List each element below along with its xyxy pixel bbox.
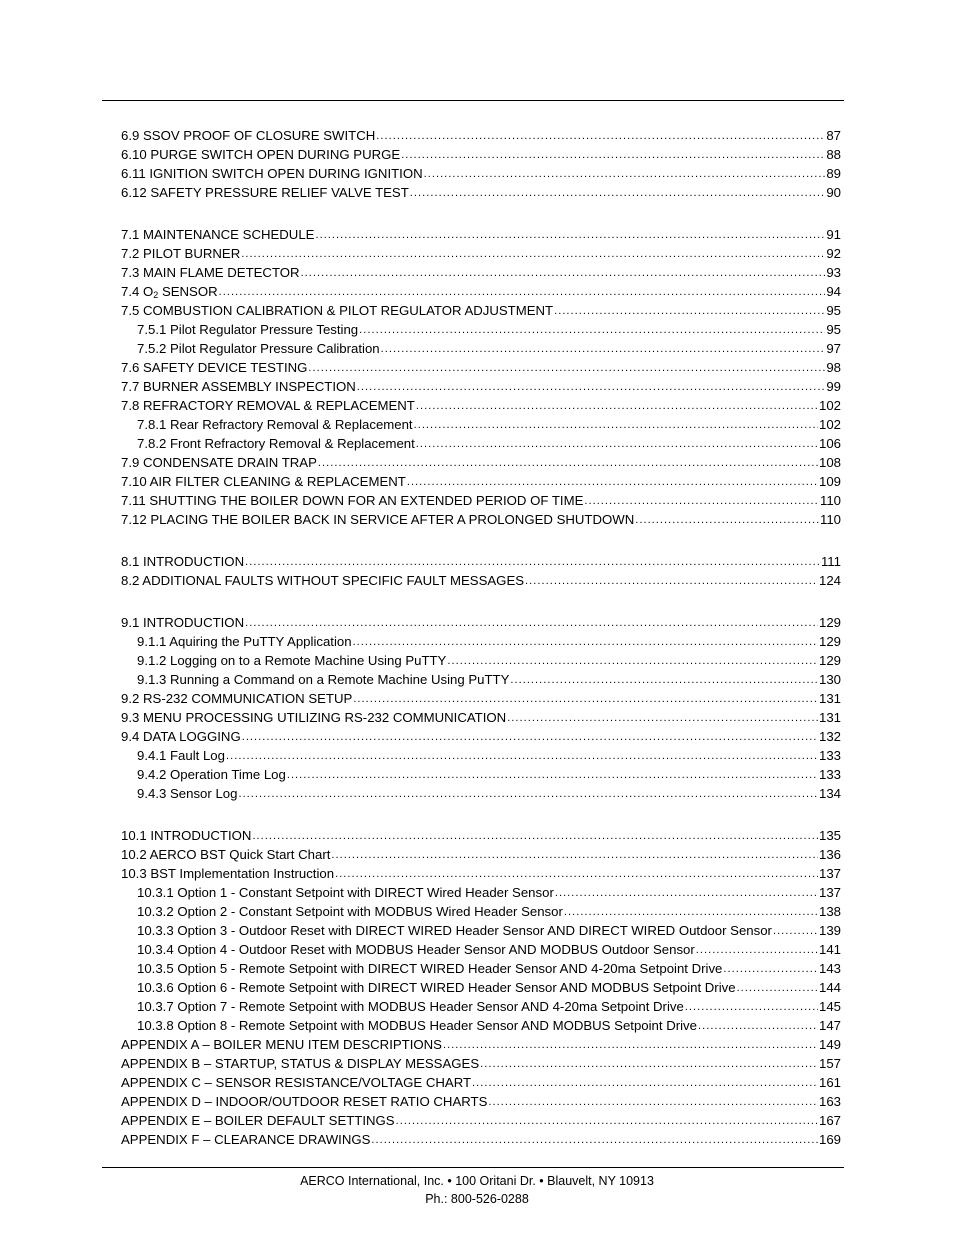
- toc-entry[interactable]: [121, 183, 841, 202]
- toc-subentry[interactable]: [121, 997, 841, 1016]
- dot-leader: [359, 322, 825, 339]
- toc-entry[interactable]: [121, 145, 841, 164]
- toc-page-number: 131: [818, 710, 841, 725]
- toc-subentry[interactable]: [121, 434, 841, 453]
- toc-subentry[interactable]: [121, 784, 841, 803]
- toc-entry-label: 6.9 SSOV PROOF OF CLOSURE SWITCH: [121, 128, 376, 143]
- toc-page-number: 95: [826, 303, 841, 318]
- toc-entry-label: 9.3 MENU PROCESSING UTILIZING RS-232 COMMUNICATION: [121, 710, 507, 725]
- toc-entry[interactable]: [121, 377, 841, 396]
- dot-leader: [331, 847, 818, 864]
- dot-leader: [396, 1113, 818, 1130]
- toc-entry[interactable]: [121, 263, 841, 282]
- toc-entry-label: 7.11 SHUTTING THE BOILER DOWN FOR AN EXTENDED PERIOD OF TIME: [121, 493, 584, 508]
- toc-page-number: 129: [818, 653, 841, 668]
- toc-entry[interactable]: [121, 1054, 841, 1073]
- toc-entry-label: 8.2 ADDITIONAL FAULTS WITHOUT SPECIFIC FAULT MESSAGES: [121, 573, 525, 588]
- toc-page-number: 147: [818, 1018, 841, 1033]
- toc-entry-label: 7.1 MAINTENANCE SCHEDULE: [121, 227, 315, 242]
- toc-entry-label: 7.4 $O_2$ SENSOR: [121, 284, 218, 300]
- dot-leader: [245, 554, 820, 571]
- toc-entry-label: 6.11 IGNITION SWITCH OPEN DURING IGNITION: [121, 166, 423, 181]
- dot-leader: [315, 227, 825, 244]
- toc-page-number: 141: [818, 942, 841, 957]
- toc-page-number: 136: [818, 847, 841, 862]
- toc-entry-label: 7.5 COMBUSTION CALIBRATION & PILOT REGULATOR ADJUSTMENT: [121, 303, 554, 318]
- toc-entry-label: 9.1.1 Aquiring the PuTTY Application: [137, 634, 352, 649]
- toc-entry[interactable]: [121, 164, 841, 183]
- toc-page-number: 129: [818, 615, 841, 630]
- toc-entry-label: 10.3.2 Option 2 - Constant Setpoint with MODBUS Wired Header Sensor: [137, 904, 563, 919]
- toc-page-number: 91: [826, 227, 841, 242]
- dot-leader: [564, 904, 818, 921]
- toc-page-number: 87: [826, 128, 841, 143]
- toc-subentry[interactable]: [121, 339, 841, 358]
- toc-entry-label: 10.3.4 Option 4 - Outdoor Reset with MODBUS Header Sensor AND MODBUS Outdoor Sensor: [137, 942, 695, 957]
- toc-entry-label: 7.5.1 Pilot Regulator Pressure Testing: [137, 322, 359, 337]
- toc-page-number: 90: [826, 185, 841, 200]
- toc-page-number: 139: [818, 923, 841, 938]
- toc-page-number: 108: [818, 455, 841, 470]
- dot-leader: [635, 512, 819, 529]
- dot-leader: [401, 147, 825, 164]
- toc-page-number: 145: [818, 999, 841, 1014]
- dot-leader: [584, 493, 819, 510]
- toc-subentry[interactable]: [121, 940, 841, 959]
- toc-page-number: 102: [818, 398, 841, 413]
- toc-entry-label: 10.1 INTRODUCTION: [121, 828, 252, 843]
- dot-leader: [414, 417, 818, 434]
- toc-entry-label: APPENDIX A – BOILER MENU ITEM DESCRIPTIONS: [121, 1037, 442, 1052]
- toc-page-number: 124: [818, 573, 841, 588]
- toc-entry-label: 7.8 REFRACTORY REMOVAL & REPLACEMENT: [121, 398, 415, 413]
- toc-page-number: 132: [818, 729, 841, 744]
- toc-page-number: 157: [818, 1056, 841, 1071]
- toc-page-number: 161: [818, 1075, 841, 1090]
- toc-subentry[interactable]: [121, 746, 841, 765]
- toc-page-number: 149: [818, 1037, 841, 1052]
- dot-leader: [723, 961, 818, 978]
- toc-entry[interactable]: [121, 708, 841, 727]
- dot-leader: [507, 710, 818, 727]
- toc-subentry[interactable]: [121, 632, 841, 651]
- footer-phone: Ph.: 800-526-0288: [425, 1192, 529, 1206]
- dot-leader: [357, 379, 826, 396]
- toc-entry-label: 10.2 AERCO BST Quick Start Chart: [121, 847, 331, 862]
- dot-leader: [698, 1018, 818, 1035]
- dot-leader: [416, 398, 818, 415]
- dot-leader: [555, 885, 818, 902]
- toc-subentry[interactable]: [121, 670, 841, 689]
- dot-leader: [371, 1132, 818, 1149]
- toc-group: [121, 613, 841, 803]
- toc-page-number: 95: [826, 322, 841, 337]
- toc-entry[interactable]: [121, 552, 841, 571]
- dot-leader: [488, 1094, 818, 1111]
- toc-entry-label: 9.1.2 Logging on to a Remote Machine Using PuTTY: [137, 653, 447, 668]
- dot-leader: [242, 729, 818, 746]
- toc-entry-label: 7.2 PILOT BURNER: [121, 246, 241, 261]
- toc-subentry[interactable]: [121, 415, 841, 434]
- toc-entry[interactable]: [121, 244, 841, 263]
- dot-leader: [353, 634, 818, 651]
- toc-entry[interactable]: [121, 472, 841, 491]
- toc-subentry[interactable]: [121, 978, 841, 997]
- toc-page-number: 97: [826, 341, 841, 356]
- toc-entry-label: 9.1.3 Running a Command on a Remote Machine Using PuTTY: [137, 672, 510, 687]
- toc-entry-label: 10.3 BST Implementation Instruction: [121, 866, 335, 881]
- toc-entry[interactable]: [121, 510, 841, 529]
- dot-leader: [245, 615, 818, 632]
- toc-page-number: 131: [818, 691, 841, 706]
- toc-entry[interactable]: [121, 358, 841, 377]
- toc-entry-label: 9.1 INTRODUCTION: [121, 615, 245, 630]
- dot-leader: [241, 246, 825, 263]
- dot-leader: [376, 128, 825, 145]
- dot-leader: [381, 341, 826, 358]
- toc-entry[interactable]: [121, 1092, 841, 1111]
- toc-page-number: 163: [818, 1094, 841, 1109]
- dot-leader: [335, 866, 818, 883]
- toc-entry-label: 7.5.2 Pilot Regulator Pressure Calibration: [137, 341, 380, 356]
- toc-entry-label: 10.3.6 Option 6 - Remote Setpoint with DIRECT WIRED Header Sensor AND MODBUS Setpoint Drive: [137, 980, 736, 995]
- toc-entry-label: 7.10 AIR FILTER CLEANING & REPLACEMENT: [121, 474, 406, 489]
- toc-group: [121, 826, 841, 1149]
- toc-page-number: 167: [818, 1113, 841, 1128]
- dot-leader: [219, 284, 826, 301]
- dot-leader: [238, 786, 818, 803]
- table-of-contents: [121, 126, 841, 1172]
- dot-leader: [480, 1056, 818, 1073]
- toc-entry-label: 9.4.2 Operation Time Log: [137, 767, 286, 782]
- dot-leader: [287, 767, 818, 784]
- toc-page-number: 88: [826, 147, 841, 162]
- toc-subentry[interactable]: [121, 883, 841, 902]
- toc-entry-label: 6.10 PURGE SWITCH OPEN DURING PURGE: [121, 147, 401, 162]
- dot-leader: [447, 653, 818, 670]
- toc-page-number: 135: [818, 828, 841, 843]
- dot-leader: [252, 828, 818, 845]
- toc-group: [121, 225, 841, 529]
- toc-entry-label: 6.12 SAFETY PRESSURE RELIEF VALVE TEST: [121, 185, 409, 200]
- toc-page-number: 99: [826, 379, 841, 394]
- toc-entry-label: 7.7 BURNER ASSEMBLY INSPECTION: [121, 379, 356, 394]
- dot-leader: [443, 1037, 818, 1054]
- toc-entry[interactable]: [121, 301, 841, 320]
- toc-entry[interactable]: [121, 845, 841, 864]
- toc-entry[interactable]: [121, 282, 841, 301]
- toc-entry[interactable]: [121, 1073, 841, 1092]
- toc-page-number: 134: [818, 786, 841, 801]
- toc-entry[interactable]: [121, 864, 841, 883]
- toc-entry[interactable]: [121, 571, 841, 590]
- toc-subentry[interactable]: [121, 902, 841, 921]
- toc-subentry[interactable]: [121, 765, 841, 784]
- dot-leader: [696, 942, 818, 959]
- toc-entry[interactable]: [121, 613, 841, 632]
- toc-page-number: 93: [826, 265, 841, 280]
- toc-subentry[interactable]: [121, 651, 841, 670]
- toc-page-number: 109: [818, 474, 841, 489]
- dot-leader: [525, 573, 818, 590]
- toc-entry[interactable]: [121, 225, 841, 244]
- toc-page-number: 94: [826, 284, 841, 299]
- toc-entry-label: APPENDIX F – CLEARANCE DRAWINGS: [121, 1132, 371, 1147]
- footer-rule: [102, 1167, 844, 1168]
- toc-entry-label: 9.4.3 Sensor Log: [137, 786, 238, 801]
- toc-page-number: 102: [818, 417, 841, 432]
- dot-leader: [737, 980, 818, 997]
- toc-page-number: 130: [818, 672, 841, 687]
- dot-leader: [510, 672, 818, 689]
- dot-leader: [773, 923, 818, 940]
- toc-entry-label: 7.6 SAFETY DEVICE TESTING: [121, 360, 308, 375]
- toc-entry-label: 9.4.1 Fault Log: [137, 748, 225, 763]
- toc-entry-label: 9.2 RS-232 COMMUNICATION SETUP: [121, 691, 353, 706]
- toc-entry-label: 10.3.5 Option 5 - Remote Setpoint with DIRECT WIRED Header Sensor AND 4-20ma Setpoint Drive: [137, 961, 723, 976]
- dot-leader: [410, 185, 826, 202]
- toc-entry-label: APPENDIX C – SENSOR RESISTANCE/VOLTAGE CHART: [121, 1075, 472, 1090]
- toc-page-number: 110: [819, 493, 841, 508]
- header-rule: [102, 100, 844, 101]
- toc-entry[interactable]: [121, 1111, 841, 1130]
- toc-entry-label: 10.3.7 Option 7 - Remote Setpoint with MODBUS Header Sensor AND 4-20ma Setpoint Drive: [137, 999, 684, 1014]
- dot-leader: [353, 691, 818, 708]
- toc-subentry[interactable]: [121, 320, 841, 339]
- toc-page-number: 137: [818, 885, 841, 900]
- toc-page-number: 110: [819, 512, 841, 527]
- dot-leader: [554, 303, 825, 320]
- footer-address: AERCO International, Inc. • 100 Oritani Dr. • Blauvelt, NY 10913: [300, 1174, 654, 1188]
- toc-entry-label: 7.8.2 Front Refractory Removal & Replacement: [137, 436, 415, 451]
- toc-subentry[interactable]: [121, 1016, 841, 1035]
- toc-page-number: 133: [818, 767, 841, 782]
- dot-leader: [226, 748, 818, 765]
- toc-group: [121, 126, 841, 202]
- dot-leader: [685, 999, 818, 1016]
- toc-entry[interactable]: [121, 1035, 841, 1054]
- toc-page-number: 169: [818, 1132, 841, 1147]
- toc-entry[interactable]: [121, 727, 841, 746]
- toc-page-number: 144: [818, 980, 841, 995]
- dot-leader: [472, 1075, 818, 1092]
- toc-page-number: 106: [818, 436, 841, 451]
- dot-leader: [308, 360, 825, 377]
- toc-page-number: 89: [826, 166, 841, 181]
- toc-page-number: 111: [820, 554, 841, 569]
- toc-entry[interactable]: [121, 491, 841, 510]
- toc-entry-label: APPENDIX B – STARTUP, STATUS & DISPLAY MESSAGES: [121, 1056, 480, 1071]
- toc-subentry[interactable]: [121, 959, 841, 978]
- toc-entry[interactable]: [121, 126, 841, 145]
- dot-leader: [407, 474, 818, 491]
- toc-entry-label: 7.9 CONDENSATE DRAIN TRAP: [121, 455, 317, 470]
- dot-leader: [416, 436, 818, 453]
- toc-entry[interactable]: [121, 453, 841, 472]
- toc-page-number: 137: [818, 866, 841, 881]
- toc-entry-label: 10.3.1 Option 1 - Constant Setpoint with DIRECT Wired Header Sensor: [137, 885, 554, 900]
- page-footer: [0, 1172, 954, 1208]
- toc-entry-label: 7.12 PLACING THE BOILER BACK IN SERVICE AFTER A PROLONGED SHUTDOWN: [121, 512, 635, 527]
- dot-leader: [301, 265, 826, 282]
- toc-page-number: 129: [818, 634, 841, 649]
- toc-entry[interactable]: [121, 1130, 841, 1149]
- toc-page-number: 133: [818, 748, 841, 763]
- toc-entry-label: 7.3 MAIN FLAME DETECTOR: [121, 265, 300, 280]
- toc-entry-label: 10.3.8 Option 8 - Remote Setpoint with MODBUS Header Sensor AND MODBUS Setpoint Drive: [137, 1018, 697, 1033]
- toc-entry-label: 7.8.1 Rear Refractory Removal & Replacement: [137, 417, 413, 432]
- toc-entry[interactable]: [121, 396, 841, 415]
- toc-page-number: 92: [826, 246, 841, 261]
- toc-entry-label: APPENDIX E – BOILER DEFAULT SETTINGS: [121, 1113, 395, 1128]
- toc-subentry[interactable]: [121, 921, 841, 940]
- toc-page-number: 138: [818, 904, 841, 919]
- dot-leader: [424, 166, 826, 183]
- toc-entry-label: 9.4 DATA LOGGING: [121, 729, 241, 744]
- toc-entry-label: APPENDIX D – INDOOR/OUTDOOR RESET RATIO CHARTS: [121, 1094, 488, 1109]
- toc-entry-label: 10.3.3 Option 3 - Outdoor Reset with DIRECT WIRED Header Sensor AND DIRECT WIRED Outdoor Sensor: [137, 923, 772, 938]
- toc-page-number: 143: [818, 961, 841, 976]
- toc-page-number: 98: [826, 360, 841, 375]
- toc-entry[interactable]: [121, 689, 841, 708]
- toc-group: [121, 552, 841, 590]
- toc-entry-label: 8.1 INTRODUCTION: [121, 554, 245, 569]
- toc-entry[interactable]: [121, 826, 841, 845]
- dot-leader: [318, 455, 818, 472]
